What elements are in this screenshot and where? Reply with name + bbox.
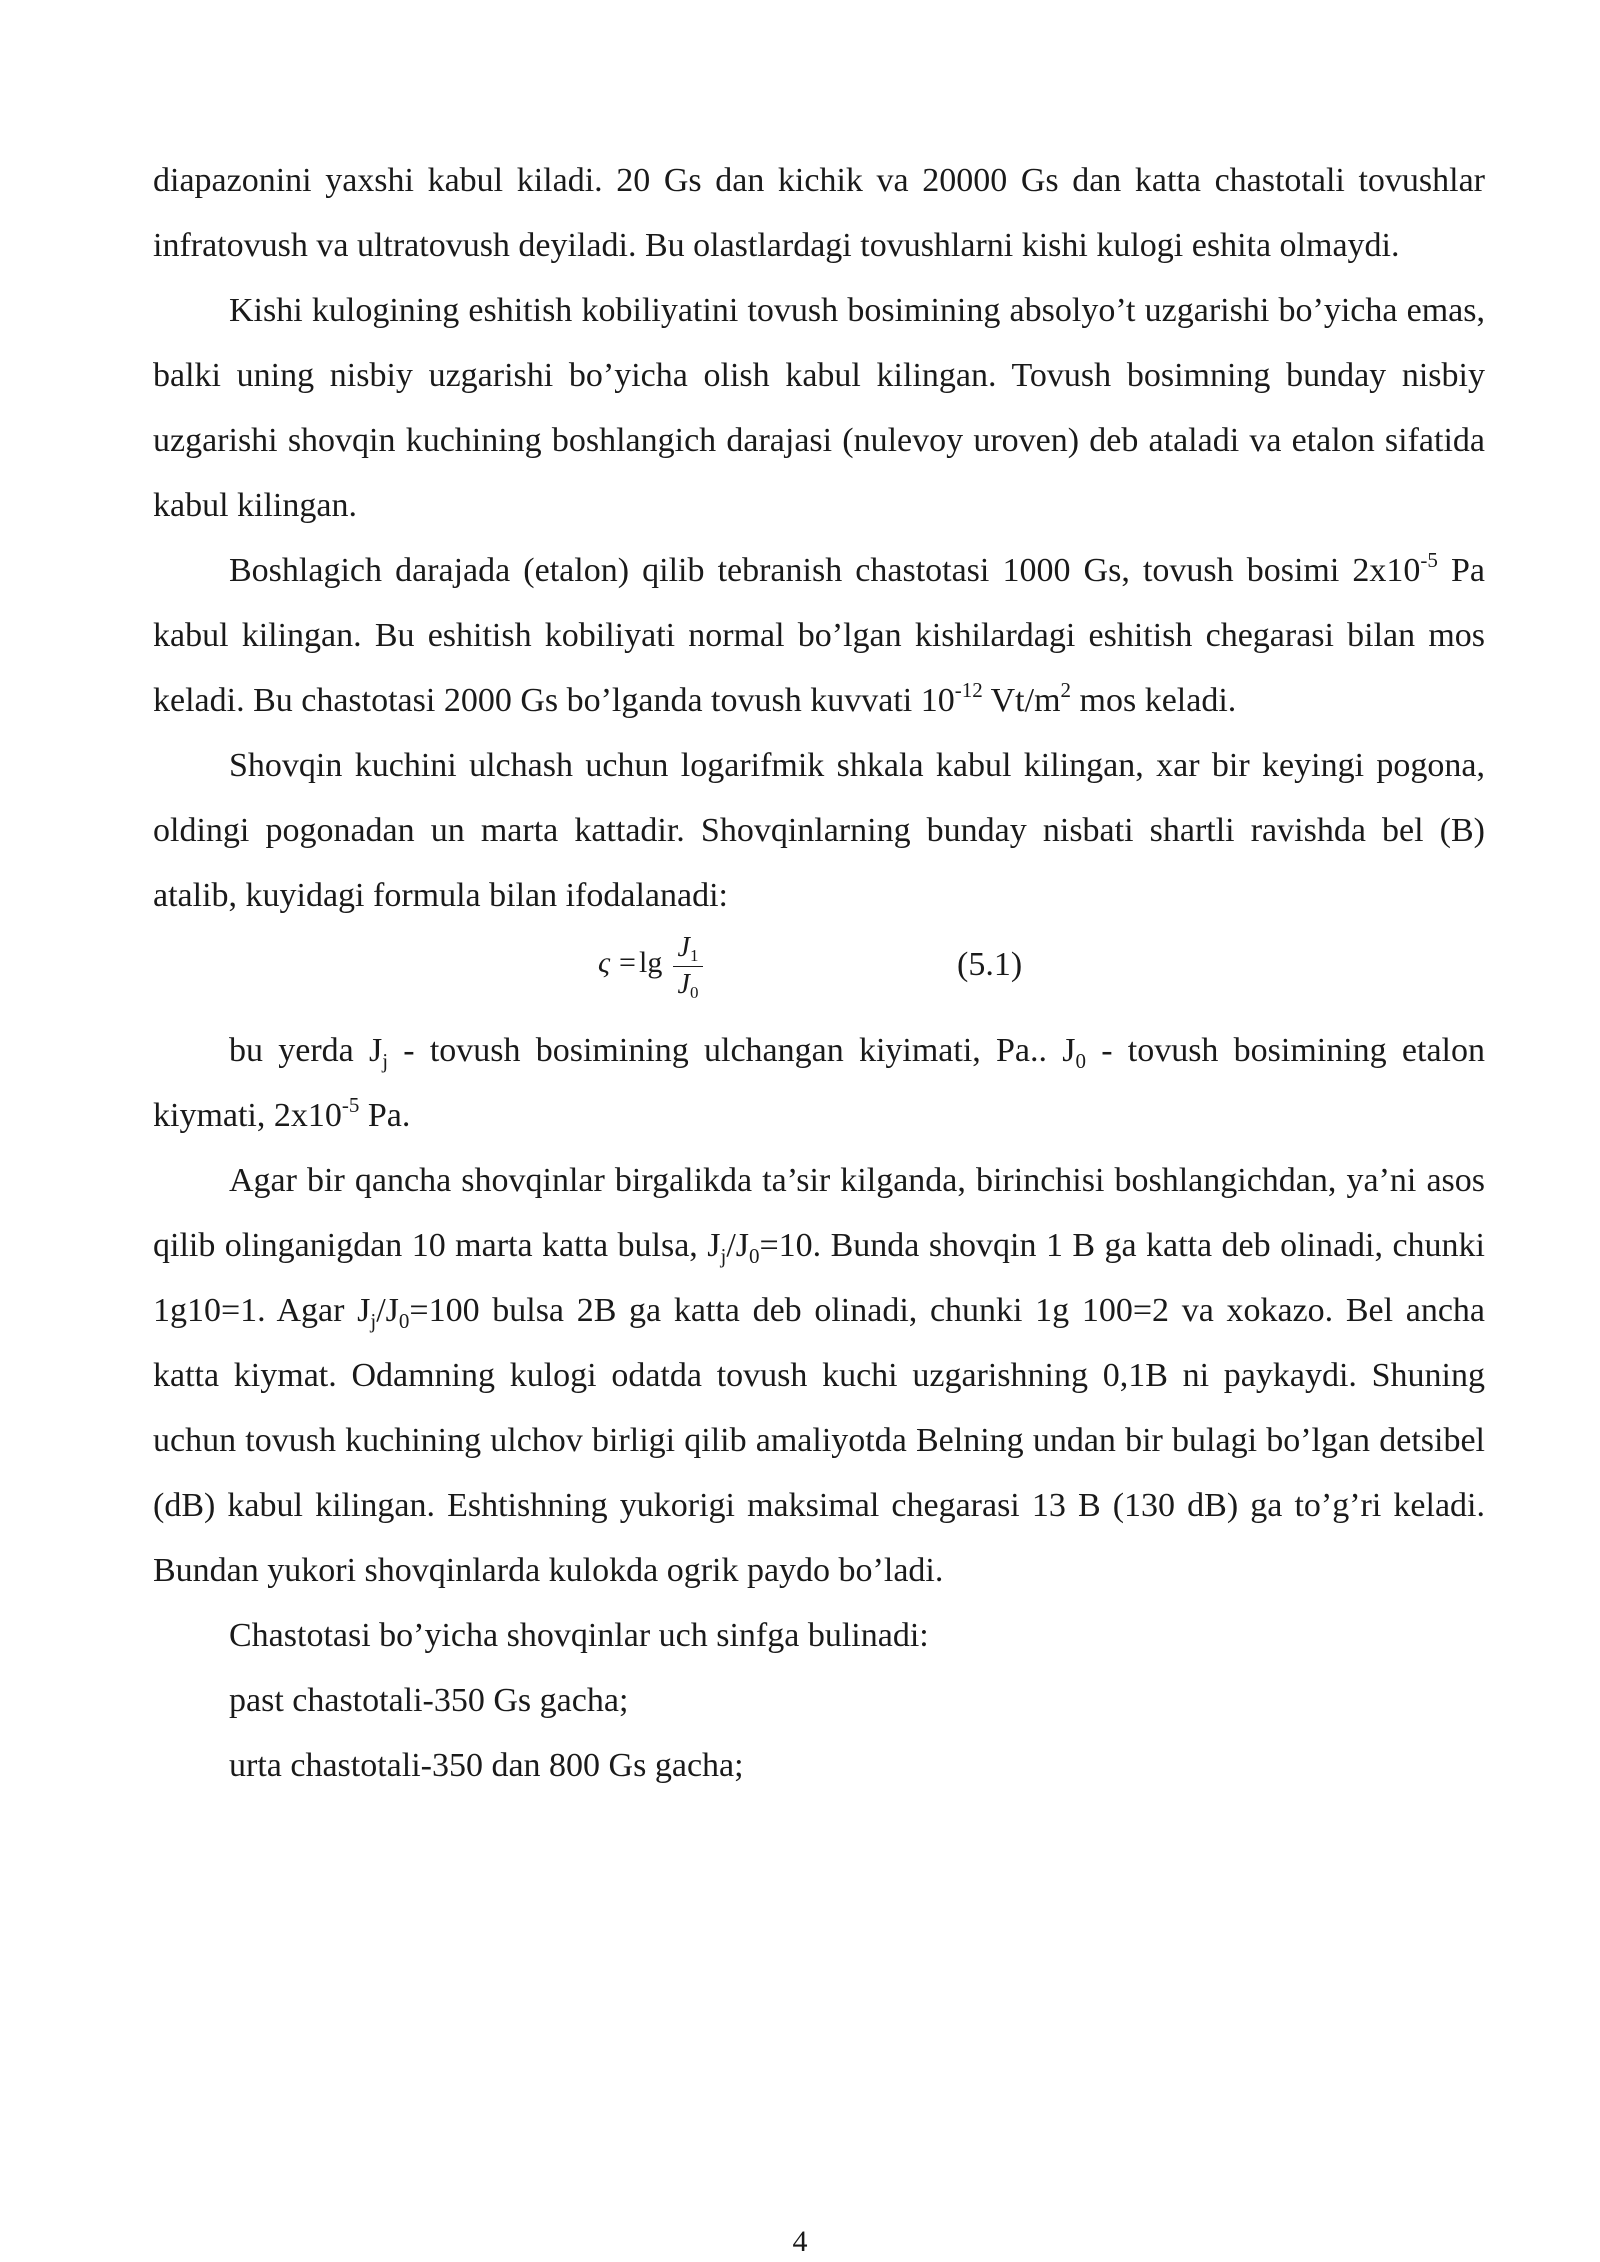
formula-fraction — [673, 932, 703, 1001]
text-run: /J — [376, 1292, 399, 1329]
formula-equals: = — [619, 946, 636, 979]
text-run: Pa. — [359, 1097, 411, 1134]
text-run: - tovush bosimining etalon kiymati, 2x10 — [153, 1032, 1485, 1134]
paragraph-6 — [153, 1148, 1485, 1603]
paragraph-3 — [153, 538, 1485, 733]
paragraph-5 — [153, 1018, 1485, 1148]
subscript: j — [382, 1049, 389, 1073]
numerator-subscript: 1 — [689, 946, 699, 965]
text-run: Boshlagich darajada (etalon) qilib tebranish chastotasi 1000 Gs, tovush bosimi 2x10 — [229, 552, 1421, 589]
fraction-denominator — [673, 969, 703, 1001]
superscript: 2 — [1060, 678, 1072, 702]
subscript: 0 — [398, 1309, 410, 1333]
fraction-numerator — [673, 932, 703, 964]
text-run: - tovush bosimining ulchangan kiyimati, Pa.. J — [388, 1032, 1076, 1069]
text-run: =10. Bunda shovqin 1 B ga katta deb olinadi, chunki 1g10=1. Agar J — [153, 1227, 1485, 1329]
text-run: bu yerda J — [229, 1032, 383, 1069]
body-text — [153, 148, 1485, 1798]
text-run: Vt/m — [982, 682, 1061, 719]
list-item-2: urta chastotali-350 dan 800 Gs gacha; — [229, 1747, 744, 1784]
denominator-symbol: J — [677, 969, 690, 1000]
fraction-bar — [673, 966, 703, 967]
text-run: Pa kabul kilingan. Bu eshitish kobiliyati normal bo’lgan kishilardagi eshitish chegarasi bilan mos keladi. Bu chastotasi 2000 Gs bo’lganda tovush kuvvati 10 — [153, 552, 1485, 719]
subscript: j — [370, 1309, 377, 1333]
text-run: =100 bulsa 2B ga katta deb olinadi, chunki 1g 100=2 va xokazo. Bel ancha katta kiymat. Odamning kulogi odatda tovush kuchi uzgarishning 0,1B ni paykaydi. Shuning uchun tovush kuchining ulchov birligi qilib amaliyotda Belning undan bir bulagi bo’lgan detsibel (dB) kabul kilingan. Eshtishning yukorigi maksimal chegarasi 13 B (130 dB) ga to’g’ri keladi. Bundan yukori shovqinlarda kulokda ogrik paydo bo’ladi. — [153, 1292, 1485, 1589]
paragraph-1: diapazonini yaxshi kabul kiladi. 20 Gs dan kichik va 20000 Gs dan katta chastotali tovushlar infratovush va ultratovush deyiladi. Bu olastlardagi tovushlarni kishi kulogi eshita olmaydi. — [153, 162, 1485, 264]
text-run: Agar bir qancha shovqinlar birgalikda ta’sir kilganda, birinchisi boshlangichdan, ya’ni asos qilib olinganigdan 10 marta katta bulsa, J — [153, 1162, 1485, 1264]
page-number: 4 — [792, 2225, 808, 2258]
superscript: -12 — [954, 678, 983, 702]
paragraph-2: Kishi kulogining eshitish kobiliyatini tovush bosimining absolyo’t uzgarishi bo’yicha emas, balki uning nisbiy uzgarishi bo’yicha olish kabul kilingan. Tovush bosimning bunday nisbiy uzgarishi shovqin kuchining boshlangich darajasi (nulevoy uroven) deb ataladi va etalon sifatida kabul kilingan. — [153, 292, 1485, 524]
paragraph-4: Shovqin kuchini ulchash uchun logarifmik shkala kabul kilingan, xar bir keyingi pogona, oldingi pogonadan un marta kattadir. Shovqinlarning bunday nisbati shartli ravishda bel (B) atalib, kuyidagi formula bilan ifodalanadi: — [153, 747, 1485, 914]
subscript: j — [720, 1244, 727, 1268]
subscript: 0 — [1075, 1049, 1086, 1073]
list-item-1: past chastotali-350 Gs gacha; — [229, 1682, 629, 1719]
formula-5-1 — [153, 928, 1485, 1018]
numerator-symbol: J — [677, 932, 690, 963]
formula-variable: ς — [598, 946, 611, 979]
formula-number: (5.1) — [957, 946, 1023, 983]
superscript: -5 — [341, 1093, 360, 1117]
paragraph-7: Chastotasi bo’yicha shovqinlar uch sinfga bulinadi: — [229, 1617, 929, 1654]
text-run: /J — [726, 1227, 749, 1264]
formula-log: lg — [639, 946, 663, 979]
subscript: 0 — [749, 1244, 760, 1268]
text-run: mos keladi. — [1071, 682, 1237, 719]
superscript: -5 — [1420, 548, 1438, 572]
denominator-subscript: 0 — [689, 983, 699, 1002]
